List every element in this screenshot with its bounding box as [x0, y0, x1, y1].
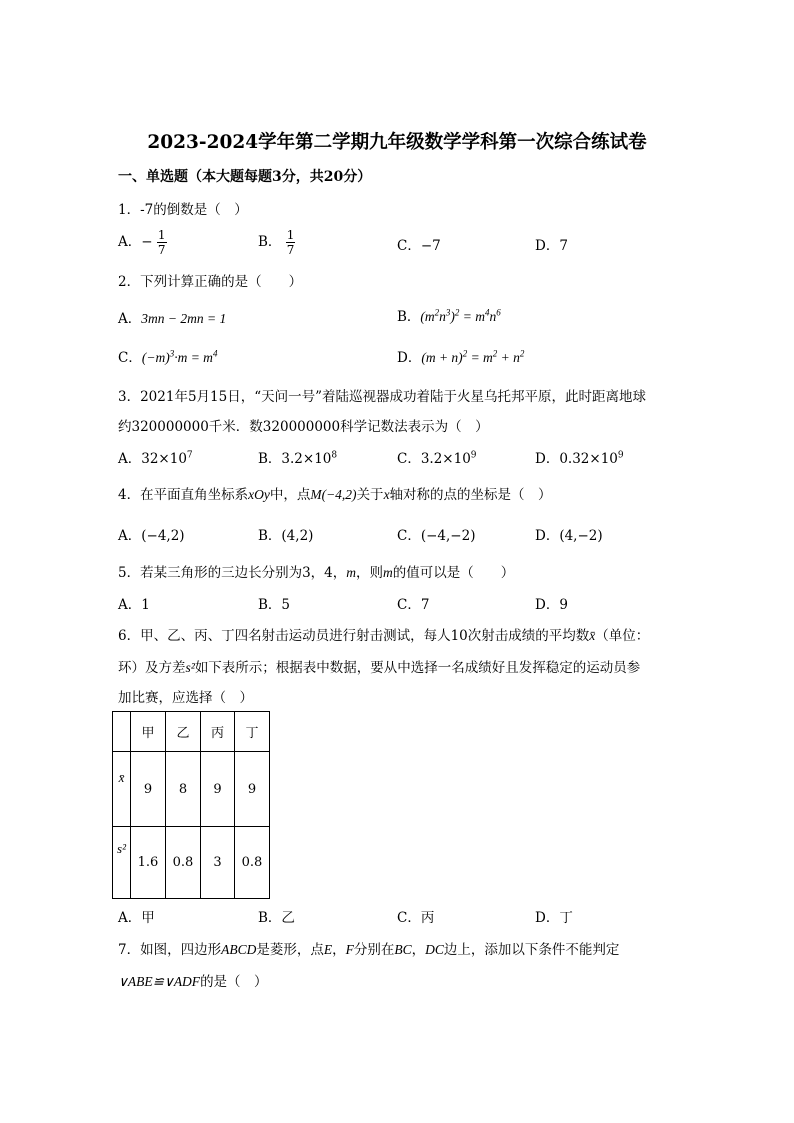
q5-stem [118, 561, 514, 581]
table-row-label: s² [113, 827, 131, 899]
minus-sign: − [141, 234, 153, 250]
math-symbol: BC [394, 942, 412, 957]
table-row-label: x̄ [113, 752, 131, 827]
stem-text: 如下表所示；根据表中数据，要从中选择一名成绩好且发挥稳定的运动员参 [194, 660, 641, 676]
mean-symbol: x̄ [589, 628, 596, 643]
expression: $(-m)^3\cdot m = m^4$ [141, 348, 218, 365]
option-text: D．0.32×10 [535, 451, 618, 467]
table-row [113, 827, 270, 899]
q6-stem-line3: 加比赛，应选择（ ） [118, 690, 253, 706]
math-symbol: xOy [248, 487, 270, 502]
stem-text: 的是（ ） [200, 974, 268, 990]
table-header-row [113, 712, 270, 752]
stem-text: （单位： [595, 628, 650, 644]
q4-option-b: B．(4,2) [258, 528, 314, 544]
q1-stem: 1．-7的倒数是（ ） [118, 202, 248, 218]
q6-option-d: D．丁 [535, 910, 573, 926]
math-symbol: E [323, 942, 333, 957]
q6-option-c: C．丙 [397, 910, 435, 926]
q5-option-a: A．1 [118, 597, 150, 613]
section-heading: 一、单选题（本大题每题3分，共20分） [118, 169, 372, 185]
q3-option-d [535, 447, 624, 467]
q4-option-d: D．(4,−2) [535, 528, 603, 544]
exponent: 9 [617, 450, 624, 461]
stem-text: 的值可以是（ ） [392, 565, 515, 581]
option-label: A． [118, 311, 142, 327]
option-label: A． [118, 234, 142, 250]
table-header-cell: 丙 [201, 712, 235, 752]
q6-option-b: B．乙 [258, 910, 295, 926]
option-text: C．3.2×10 [397, 451, 471, 467]
stem-text: 4．在平面直角坐标系 [118, 487, 249, 503]
stem-text: ，则 [356, 565, 384, 581]
exponent: 7 [186, 450, 193, 461]
stem-text: 轴对称的点的坐标是（ ） [389, 487, 552, 503]
fraction [286, 228, 296, 257]
fraction [157, 228, 167, 257]
table-cell: 8 [166, 752, 201, 827]
numerator: 1 [286, 228, 295, 242]
stem-text: 环）及方差 [118, 660, 186, 676]
math-symbol: m [346, 565, 357, 580]
q2-stem: 2．下列计算正确的是（ ） [118, 274, 303, 290]
table-header-cell: 甲 [131, 712, 166, 752]
q7-stem-line2 [118, 970, 268, 990]
q5-option-b: B．5 [258, 597, 291, 613]
q3-option-b [258, 447, 337, 467]
table-cell: 3 [201, 827, 235, 899]
option-text: B．3.2×10 [258, 451, 332, 467]
stem-text: 关于 [356, 487, 384, 503]
math-symbol: m [383, 565, 393, 580]
q2-option-d [397, 346, 524, 366]
q4-option-c: C．(−4,−2) [397, 528, 476, 544]
q1-option-d: D．7 [535, 238, 568, 254]
stem-text: 是菱形，点 [256, 942, 324, 958]
q1-option-b [258, 228, 295, 257]
expression: $(m + n)^2 = m^2 + n^2$ [421, 348, 525, 365]
exponent: 8 [331, 450, 338, 461]
table-cell: 9 [235, 752, 270, 827]
table-cell: 9 [201, 752, 235, 827]
table-header-cell: 丁 [235, 712, 270, 752]
stem-text: 边上，添加以下条件不能判定 [443, 942, 620, 958]
table-header-cell: 乙 [166, 712, 201, 752]
q2-option-c [118, 346, 217, 366]
table-cell: 1.6 [131, 827, 166, 899]
stem-text: 7．如图，四边形 [118, 942, 222, 958]
stem-text: 5．若某三角形的三边长分别为3，4， [118, 565, 347, 581]
score-table [112, 711, 270, 899]
table-cell: 0.8 [235, 827, 270, 899]
table-corner-cell [113, 712, 131, 752]
q1-option-c: C．−7 [397, 238, 441, 254]
option-text: A．32×10 [118, 451, 187, 467]
table-cell: 9 [131, 752, 166, 827]
option-label: D． [397, 350, 422, 366]
math-symbol: x [383, 487, 390, 502]
q6-option-a: A．甲 [118, 910, 155, 926]
math-symbol: ∨ABE≌∨ADF [118, 974, 201, 989]
q5-option-c: C．7 [397, 597, 430, 613]
q6-stem-line1 [118, 624, 649, 644]
expression: $(m^2n^3)^2 = m^4n^6$ [420, 307, 501, 324]
option-label: C． [118, 350, 142, 366]
table-cell: 0.8 [166, 827, 201, 899]
stem-text: ， [332, 942, 346, 958]
option-label: B． [397, 309, 421, 325]
stem-text: 分别在 [353, 942, 395, 958]
q4-stem [118, 483, 552, 503]
numerator: 1 [157, 228, 166, 242]
q3-option-c [397, 447, 477, 467]
denominator: 7 [286, 243, 295, 257]
math-symbol: F [345, 942, 354, 957]
q4-option-a: A．(−4,2) [118, 528, 185, 544]
q5-option-d: D．9 [535, 597, 568, 613]
q3-stem-line2: 约320000000千米．数320000000科学记数法表示为（ ） [118, 419, 489, 435]
exam-title: 2023-2024学年第二学期九年级数学学科第一次综合练试卷 [147, 132, 647, 153]
stem-text: ， [411, 942, 426, 958]
denominator: 7 [157, 243, 166, 257]
q2-option-a [118, 307, 226, 327]
option-label: B． [258, 234, 282, 250]
q1-option-a [118, 228, 167, 257]
q6-stem-line2 [118, 656, 640, 676]
stem-text: 6．甲、乙、丙、丁四名射击运动员进行射击测试，每人10次射击成绩的平均数 [118, 628, 590, 644]
q2-option-b [397, 305, 501, 325]
table-row [113, 752, 270, 827]
q3-stem-line1: 3．2021年5月15日，“天问一号”着陆巡视器成功着陆于火星乌托邦平原，此时距离地球 [118, 389, 647, 405]
exponent: 9 [470, 450, 477, 461]
math-symbol: M(−4,2) [310, 487, 357, 502]
math-symbol: DC [425, 942, 444, 957]
stem-text: 中，点 [269, 487, 311, 503]
q3-option-a [118, 447, 193, 467]
math-symbol: ABCD [221, 942, 257, 957]
q7-stem-line1 [118, 938, 619, 958]
expression: 3mn − 2mn = 1 [141, 311, 227, 326]
variance-symbol: s² [185, 660, 195, 675]
